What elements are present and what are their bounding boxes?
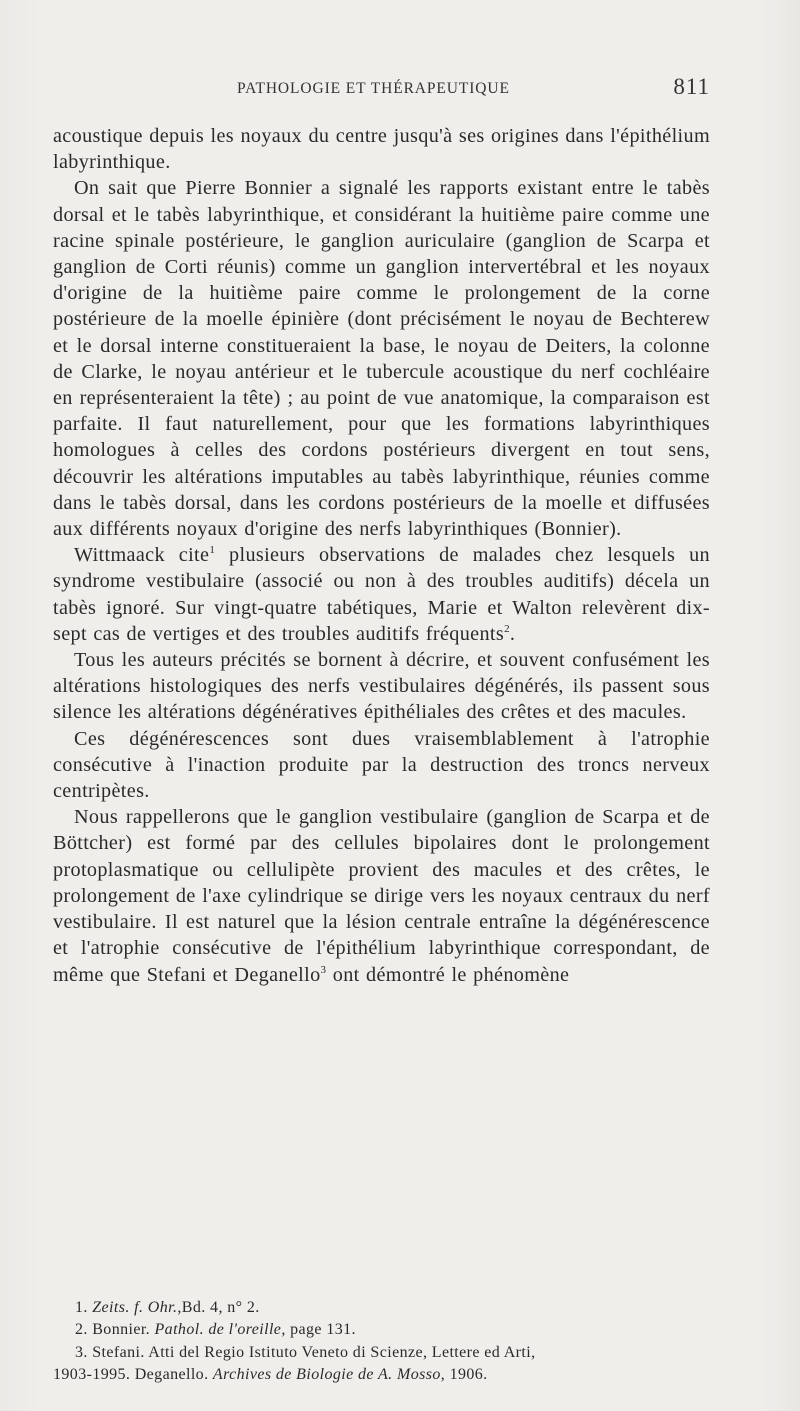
footnote-1-number: 1.: [75, 1299, 88, 1316]
paragraph-5: Ces dégénérescences sont dues vraisemblablement à l'atrophie consécutive à l'inaction produite par la destruction des troncs nerveux centripètes.: [53, 727, 710, 803]
page-number: 811: [673, 74, 710, 99]
paragraph-1: acoustique depuis les noyaux du centre jusqu'à ses origines dans l'épithélium labyrinthique.: [53, 125, 710, 174]
footnote-2-author: Bonnier.: [92, 1321, 151, 1339]
paragraph-3-text-a: Wittmaack cite: [74, 544, 210, 567]
footnote-2-number: 2.: [75, 1321, 88, 1339]
footnote-1-rest: ,Bd. 4, n° 2.: [177, 1299, 260, 1316]
paragraph-2: On sait que Pierre Bonnier a signalé les rapports existant entre le tabès dorsal et le tabès labyrinthique, et considérant la huitième paire comme une racine spinale postérieure, le ganglion auriculaire (ganglion de Scarpa et ganglion de Corti réunis) comme un ganglion intervertébral et les noyaux d'origine de la huitième paire comme le prolongement de la corne postérieure de la moelle épinière (dont précisément le noyau de Bechterew et le dorsal interne constitueraient la base, le noyau de Deiters, la colonne de Clarke, le noyau antérieur et le tubercule acoustique du nerf cochléaire en représenteraient la tête) ; au point de vue anatomique, la comparaison est parfaite. Il faut naturellement, pour que les formations labyrinthiques homologues à celles des cordons postérieurs divergent en tout sens, découvrir les altérations imputables au tabès labyrinthique, réunies comme dans le tabès dorsal, dans les cordons postérieurs de la moelle et diffusées aux différents noyaux d'origine des nerfs labyrinthiques (Bonnier).: [53, 177, 710, 541]
footnote-3-title: Archives de Biologie de A. Mosso: [212, 1365, 441, 1383]
footnote-3-line2-a: 1903-1995. Deganello.: [53, 1365, 209, 1383]
footnote-2-title: Pathol. de l'oreille: [154, 1321, 282, 1339]
footnote-2: [53, 1319, 710, 1341]
footnote-2-rest: , page 131.: [281, 1321, 356, 1339]
paragraph-6-text-a: Nous rappellerons que le ganglion vestibulaire (ganglion de Scarpa et de Böttcher) est formé par des cellules bipolaires dont le prolongement protoplasmatique ou cellulipète provient des macules et des crêtes, le prolongement de l'axe cylindrique se dirige vers les noyaux centraux du nerf vestibulaire. Il est naturel que la lésion centrale entraîne la dégénérescence et l'atrophie consécutive de l'épithélium labyrinthique correspondant, de même que Stefani et Deganello: [53, 806, 710, 986]
footnote-ref-2: 2: [504, 622, 510, 635]
footnotes: [53, 1297, 710, 1386]
footnote-3-line2-b: , 1906.: [440, 1365, 488, 1383]
paragraph-3-text-c: .: [509, 622, 516, 645]
footnote-3-number: 3.: [75, 1343, 88, 1361]
running-header: [92, 76, 710, 106]
running-title: PATHOLOGIE ET THÉRAPEUTIQUE: [237, 80, 510, 97]
body-text: [53, 123, 710, 988]
footnote-3-continuation: [53, 1364, 710, 1386]
footnote-3-line1: Stefani. Atti del Regio Istituto Veneto di Scienze, Lettere ed Arti,: [92, 1343, 536, 1361]
paragraph-4: Tous les auteurs précités se bornent à décrire, et souvent confusément les altérations histologiques des nerfs vestibulaires dégénérés, ils passent sous silence les altérations dégénératives épithéliales des crêtes et des macules.: [53, 649, 710, 724]
footnote-1-journal: Zeits. f. Ohr.: [92, 1299, 178, 1316]
footnote-1: [53, 1297, 710, 1319]
paragraph-6-text-b: ont démontré le phénomène: [326, 963, 570, 986]
footnote-ref-3: 3: [320, 963, 327, 976]
footnote-3: [53, 1342, 710, 1364]
paragraph-6: [53, 804, 710, 987]
footnote-ref-1: 1: [209, 544, 216, 557]
paragraph-3-text-b: plusieurs observations de malades chez lesquels un syndrome vestibulaire (associé ou non à des troubles auditifs) décela un tabès ignoré. Sur vingt-quatre tabétiques, Marie et Walton relevèrent dix-sept cas de vertiges et des troubles auditifs fréquents: [53, 544, 710, 645]
paragraph-3: [53, 542, 710, 647]
